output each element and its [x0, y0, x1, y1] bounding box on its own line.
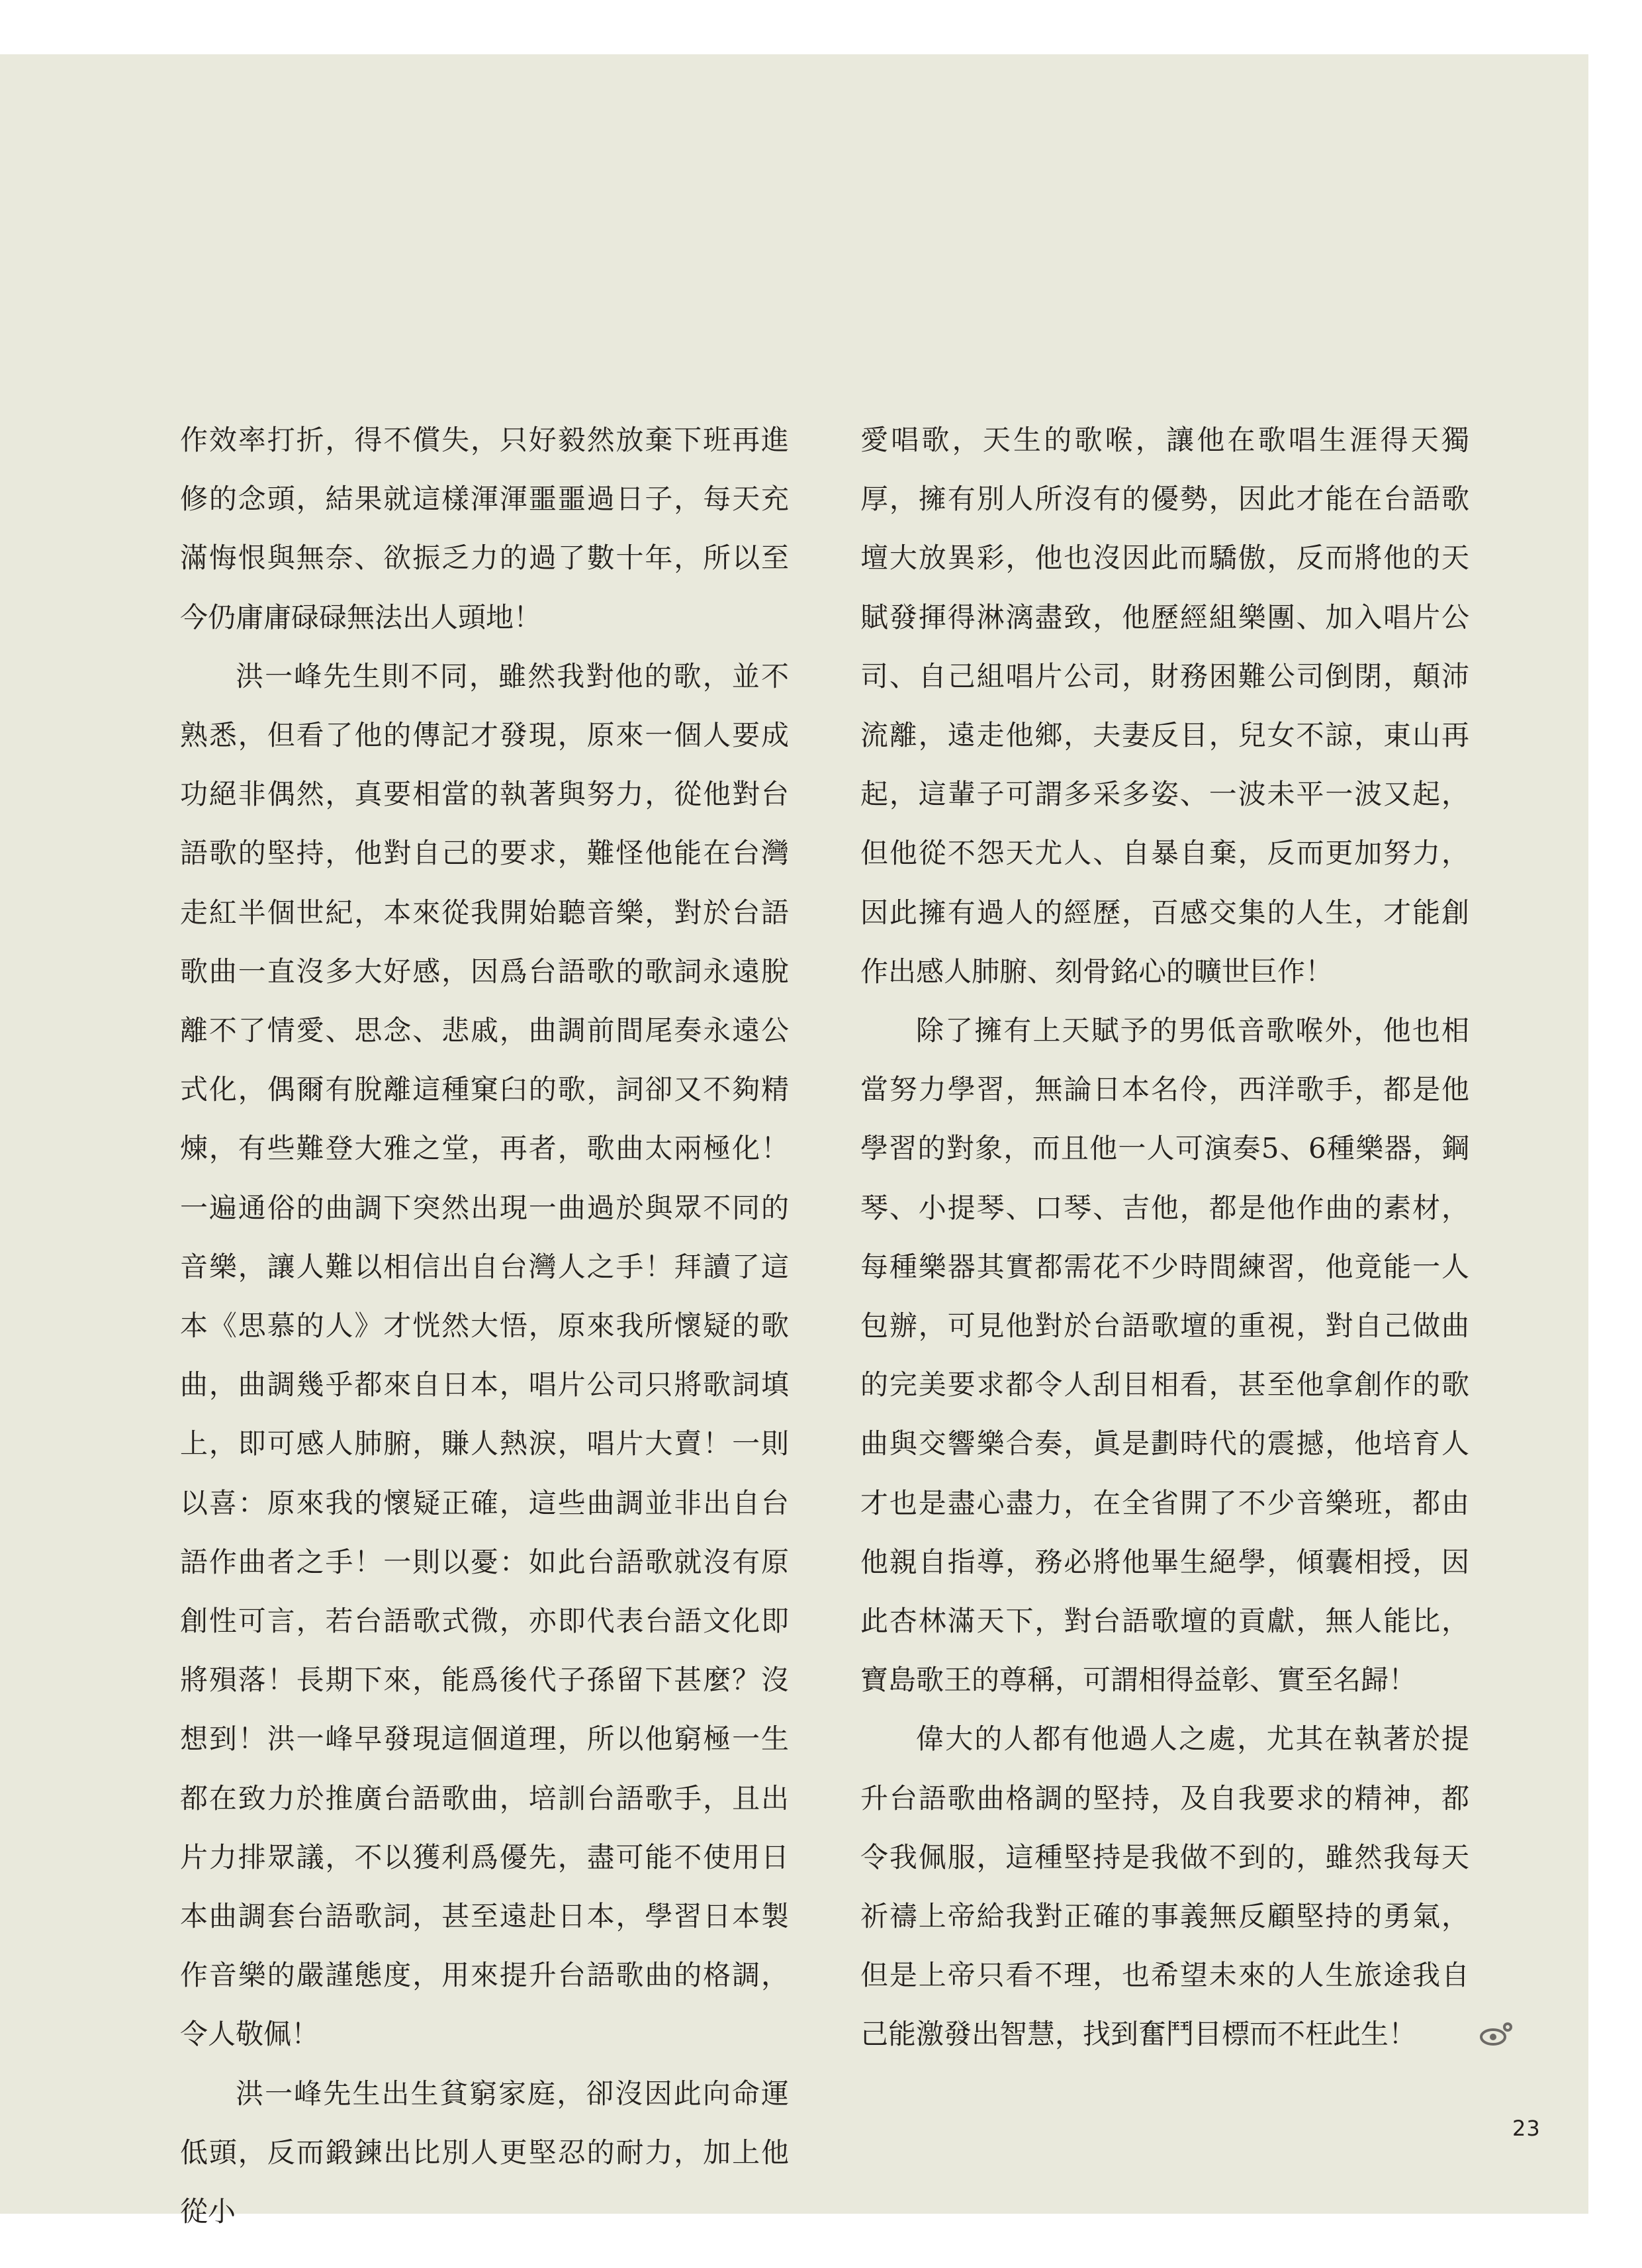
paragraph: 洪一峰先生出生貧窮家庭，卻沒因此向命運低頭，反而鍛鍊出比別人更堅忍的耐力，加上他從小	[180, 2077, 789, 2228]
article-column-right	[860, 410, 1469, 2064]
end-of-article-ornament-icon	[1423, 2008, 1460, 2035]
paragraph-text: 偉大的人都有他過人之處，尤其在執著於提升台語歌曲格調的堅持，及自我要求的精神，都令我佩服，這種堅持是我做不到的，雖然我每天祈禱上帝給我對正確的事義無反顧堅持的勇氣，但是上帝只看不理，也希望未來的人生旅途我自己能激發出智慧，找到奮鬥目標而不枉此生！	[860, 1723, 1469, 2051]
paragraph: 洪一峰先生則不同，雖然我對他的歌，並不熟悉，但看了他的傳記才發現，原來一個人要成功絕非偶然，真要相當的執著與努力，從他對台語歌的堅持，他對自己的要求，難怪他能在台灣走紅半個世紀，本來從我開始聽音樂，對於台語歌曲一直沒多大好感，因爲台語歌的歌詞永遠脫離不了情愛、思念、悲戚，曲調前間尾奏永遠公式化，偶爾有脫離這種窠臼的歌，詞卻又不夠精煉，有些難登大雅之堂，再者，歌曲太兩極化！一遍通俗的曲調下突然出現一曲過於與眾不同的音樂，讓人難以相信出自台灣人之手！拜讀了這本《思慕的人》才恍然大悟，原來我所懷疑的歌曲，曲調幾乎都來自日本，唱片公司只將歌詞填上，即可感人肺腑，賺人熱淚，唱片大賣！一則以喜：原來我的懷疑正確，這些曲調並非出自台語作曲者之手！一則以憂：如此台語歌就沒有原創性可言，若台語歌式微，亦即代表台語文化即將殞落！長期下來，能爲後代子孫留下甚麼？沒想到！洪一峰早發現這個道理，所以他窮極一生都在致力於推廣台語歌曲，培訓台語歌手，且出片力排眾議，不以獲利爲優先，盡可能不使用日本曲調套台語歌詞，甚至遠赴日本，學習日本製作音樂的嚴謹態度，用來提升台語歌曲的格調，令人敬佩！	[180, 659, 789, 2051]
article-column-left	[180, 410, 789, 2241]
page-number: 23	[1512, 2116, 1541, 2141]
paragraph: 除了擁有上天賦予的男低音歌喉外，他也相當努力學習，無論日本名伶，西洋歌手，都是他學習的對象，而且他一人可演奏5、6種樂器，鋼琴、小提琴、口琴、吉他，都是他作曲的素材，每種樂器其實都需花不少時間練習，他竟能一人包辦，可見他對於台語歌壇的重視，對自己做曲的完美要求都令人刮目相看，甚至他拿創作的歌曲與交響樂合奏，眞是劃時代的震撼，他培育人才也是盡心盡力，在全省開了不少音樂班，都由他親自指導，務必將他畢生絕學，傾囊相授，因此杏林滿天下，對台語歌壇的貢獻，無人能比，寶島歌王的尊稱，可謂相得益彰、實至名歸！	[860, 1014, 1469, 1697]
paragraph: 愛唱歌，天生的歌喉，讓他在歌唱生涯得天獨厚，擁有別人所沒有的優勢，因此才能在台語歌壇大放異彩，他也沒因此而驕傲，反而將他的天賦發揮得淋漓盡致，他歷經組樂團、加入唱片公司、自己組唱片公司，財務困難公司倒閉，顛沛流離，遠走他鄉，夫妻反目，兒女不諒，東山再起，這輩子可謂多采多姿、一波未平一波又起，但他從不怨天尤人、自暴自棄，反而更加努力，因此擁有過人的經歷，百感交集的人生，才能創作出感人肺腑、刻骨銘心的曠世巨作！	[860, 424, 1469, 988]
paragraph	[860, 1709, 1469, 2063]
paragraph: 作效率打折，得不償失，只好毅然放棄下班再進修的念頭，結果就這樣渾渾噩噩過日子，每天充滿悔恨與無奈、欲振乏力的過了數十年，所以至今仍庸庸碌碌無法出人頭地！	[180, 424, 789, 634]
